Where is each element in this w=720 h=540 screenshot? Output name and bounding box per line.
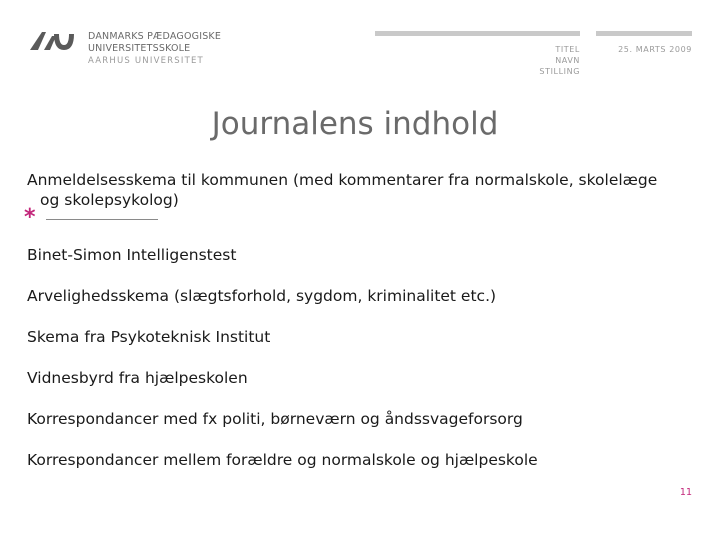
slide-date: 25. MARTS 2009 [618, 45, 692, 54]
institution-name [88, 31, 221, 67]
list-item [27, 368, 707, 388]
header-bar-left [375, 31, 580, 36]
list-item-text: Arvelighedsskema (slægtsforhold, sygdom, kriminalitet etc.) [27, 287, 497, 305]
au-logo-icon [28, 30, 76, 52]
meta-position-label: STILLING [539, 67, 580, 76]
list-item [27, 245, 707, 265]
institution-line-2: UNIVERSITETSSKOLE [88, 43, 191, 54]
list-item-text: Skema fra Psykoteknisk Institut [27, 328, 271, 346]
list-item-text: Anmeldelsesskema til kommunen (med kommentarer fra normalskole, skolelæge [27, 171, 658, 189]
header-bar-right [596, 31, 692, 36]
asterisk-icon: * [24, 205, 36, 230]
list-item [27, 450, 707, 470]
page-number: 11 [679, 487, 692, 498]
list-item [27, 170, 707, 210]
divider [46, 219, 158, 220]
list-item-text-continued: og skolepsykolog) [40, 191, 179, 209]
institution-line-3: AARHUS UNIVERSITET [88, 56, 204, 66]
list-item-text: Korrespondancer mellem forældre og normalskole og hjælpeskole [27, 451, 538, 469]
institution-line-1: DANMARKS PÆDAGOGISKE [88, 31, 222, 42]
list-item [27, 327, 707, 347]
list-item [27, 286, 707, 306]
list-item-text: Korrespondancer med fx politi, børneværn og åndssvageforsorg [27, 410, 523, 428]
meta-title-label: TITEL [555, 45, 580, 54]
presenter-meta [520, 44, 580, 77]
list-item-text: Binet-Simon Intelligenstest [27, 246, 237, 264]
slide-title: Journalens indhold [211, 106, 499, 142]
content-list [27, 170, 707, 470]
list-item-text: Vidnesbyrd fra hjælpeskolen [27, 369, 248, 387]
meta-name-label: NAVN [555, 56, 580, 65]
list-item [27, 409, 707, 429]
